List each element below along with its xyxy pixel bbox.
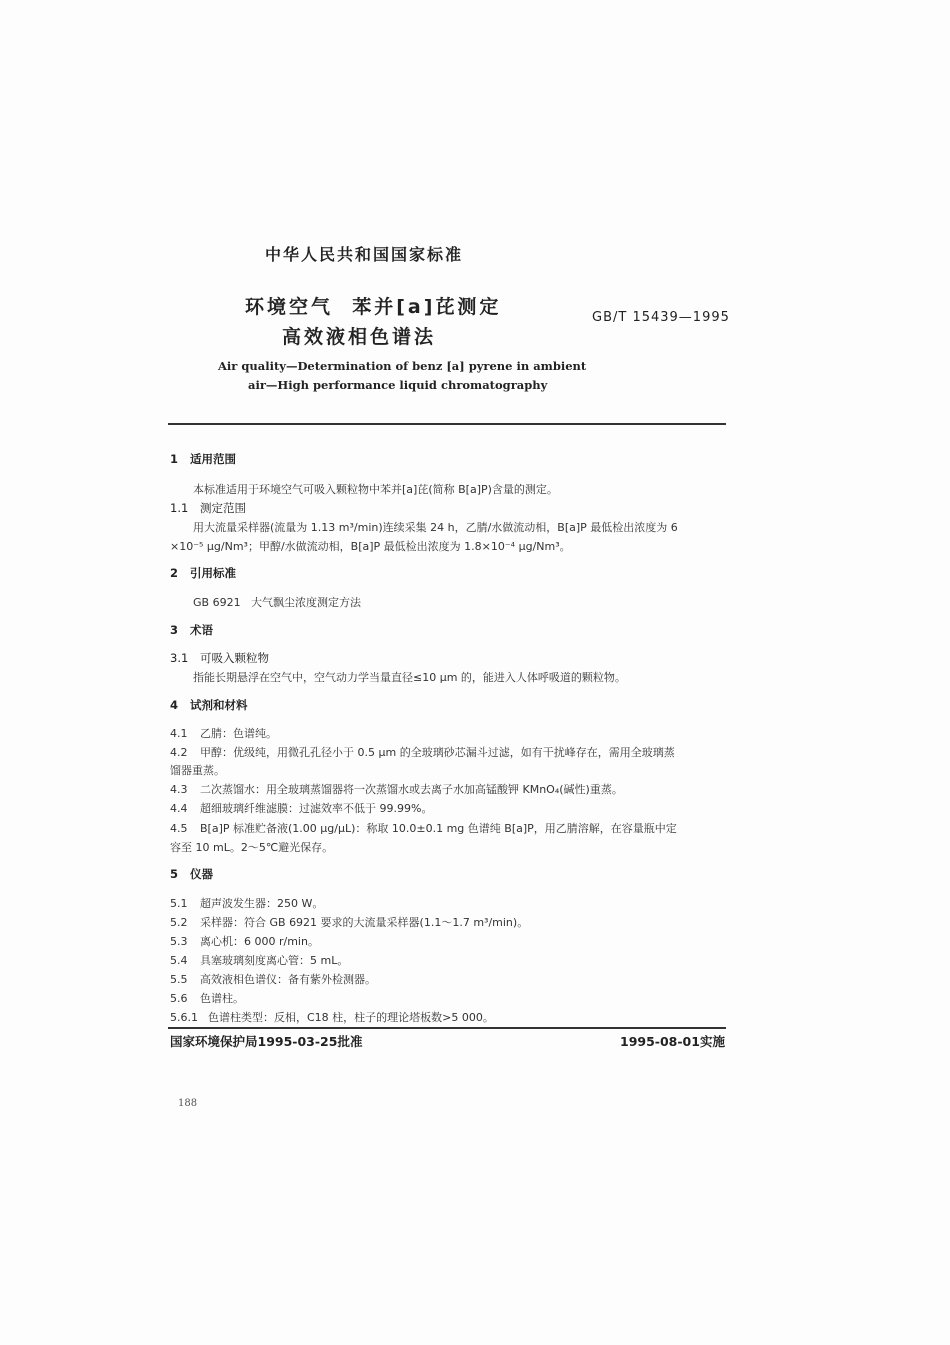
- paragraph-continuation: ×10⁻⁵ μg/Nm³；甲醇/水做流动相，B[a]P 最低检出浓度为 1.8×10⁻⁴ μg/Nm³。: [170, 540, 571, 553]
- clause-number: 5.4: [170, 954, 188, 967]
- section-number: 2: [170, 566, 179, 580]
- footer-divider: [168, 1027, 726, 1029]
- clause-number: 5.3: [170, 935, 188, 948]
- page-number: 188: [178, 1098, 198, 1109]
- clause: [170, 744, 675, 760]
- subsection-title: 测定范围: [200, 501, 246, 515]
- section-title: 仪器: [190, 867, 213, 881]
- clause-number: 4.5: [170, 822, 188, 835]
- subsection-heading: [170, 500, 246, 516]
- section-title: 术语: [190, 623, 213, 637]
- section-number: 1: [170, 452, 179, 466]
- section-number: 4: [170, 698, 179, 712]
- clause-number: 5.2: [170, 916, 188, 929]
- section-heading: [170, 565, 236, 581]
- referenced-standard: GB 6921 大气飘尘浓度测定方法: [193, 596, 362, 609]
- clause-text: 超声波发生器：250 W。: [200, 897, 324, 910]
- clause-number: 4.4: [170, 802, 188, 815]
- document-title-en-line2: air—High performance liquid chromatography: [248, 378, 548, 392]
- clause-text: 高效液相色谱仪：备有紫外检测器。: [200, 973, 376, 986]
- clause: [170, 971, 376, 987]
- section-number: 3: [170, 623, 179, 637]
- clause-text: 甲醇：优级纯，用微孔孔径小于 0.5 μm 的全玻璃砂芯漏斗过滤，如有干扰峰存在，需用全玻璃蒸: [200, 746, 675, 759]
- clause-text: 乙腈：色谱纯。: [200, 727, 277, 740]
- clause-continuation: 馏器重蒸。: [170, 764, 225, 777]
- standard-code: GB/T 15439—1995: [592, 310, 730, 325]
- section-heading: [170, 697, 248, 713]
- section-heading: [170, 451, 236, 467]
- header-divider: [168, 423, 726, 425]
- clause: [170, 725, 277, 741]
- subsection-heading: [170, 650, 269, 666]
- clause: [170, 990, 244, 1006]
- paragraph: 本标准适用于环境空气可吸入颗粒物中苯并[a]芘(简称 B[a]P)含量的测定。: [193, 483, 558, 496]
- document-title-en-line1: Air quality—Determination of benz [a] pyrene in ambient: [218, 359, 587, 373]
- clause: [170, 800, 432, 816]
- paragraph: 指能长期悬浮在空气中，空气动力学当量直径≤10 μm 的，能进入人体呼吸道的颗粒物。: [193, 671, 626, 684]
- section-heading: [170, 622, 213, 638]
- national-standard-label: 中华人民共和国国家标准: [265, 245, 464, 264]
- approval-line: 国家环境保护局1995-03-25批准: [170, 1034, 363, 1049]
- clause-text: 超细玻璃纤维滤膜：过滤效率不低于 99.99%。: [200, 802, 433, 815]
- effective-date-line: 1995-08-01实施: [620, 1034, 725, 1049]
- clause-number: 5.6.1: [170, 1011, 198, 1024]
- section-title: 适用范围: [190, 452, 236, 466]
- clause: [170, 914, 528, 930]
- clause-number: 4.2: [170, 746, 188, 759]
- clause-text: 色谱柱类型：反相，C18 柱，柱子的理论塔板数>5 000。: [208, 1011, 494, 1024]
- section-number: 5: [170, 867, 179, 881]
- paragraph: 用大流量采样器(流量为 1.13 m³/min)连续采集 24 h，乙腈/水做流动相，B[a]P 最低检出浓度为 6: [193, 521, 678, 534]
- document-title-cn-line1: 环境空气 苯并[a]芘测定: [245, 296, 502, 318]
- clause: [170, 952, 348, 968]
- clause: [170, 933, 319, 949]
- clause-number: 5.6: [170, 992, 188, 1005]
- clause-text: 离心机：6 000 r/min。: [200, 935, 319, 948]
- clause-text: B[a]P 标准贮备液(1.00 μg/μL)：称取 10.0±0.1 mg 色谱纯 B[a]P，用乙腈溶解，在容量瓶中定: [200, 822, 677, 835]
- section-title: 试剂和材料: [190, 698, 248, 712]
- clause: [170, 781, 623, 797]
- document-title-cn-line2: 高效液相色谱法: [282, 326, 437, 348]
- clause-number: 5.1: [170, 897, 188, 910]
- clause: [170, 895, 323, 911]
- clause-number: 4.1: [170, 727, 188, 740]
- clause-text: 采样器：符合 GB 6921 要求的大流量采样器(1.1～1.7 m³/min)。: [200, 916, 529, 929]
- clause-text: 具塞玻璃刻度离心管：5 mL。: [200, 954, 349, 967]
- subsection-number: 1.1: [170, 501, 189, 515]
- subsection-number: 3.1: [170, 651, 189, 665]
- clause-number: 5.5: [170, 973, 188, 986]
- clause-number: 4.3: [170, 783, 188, 796]
- subsection-title: 可吸入颗粒物: [200, 651, 269, 665]
- clause-text: 二次蒸馏水：用全玻璃蒸馏器将一次蒸馏水或去离子水加高锰酸钾 KMnO₄(碱性)重蒸。: [200, 783, 623, 796]
- clause-text: 色谱柱。: [200, 992, 244, 1005]
- clause: [170, 820, 677, 836]
- section-title: 引用标准: [190, 566, 236, 580]
- clause-continuation: 容至 10 mL。2～5℃避光保存。: [170, 841, 334, 854]
- section-heading: [170, 866, 213, 882]
- clause: [170, 1009, 494, 1025]
